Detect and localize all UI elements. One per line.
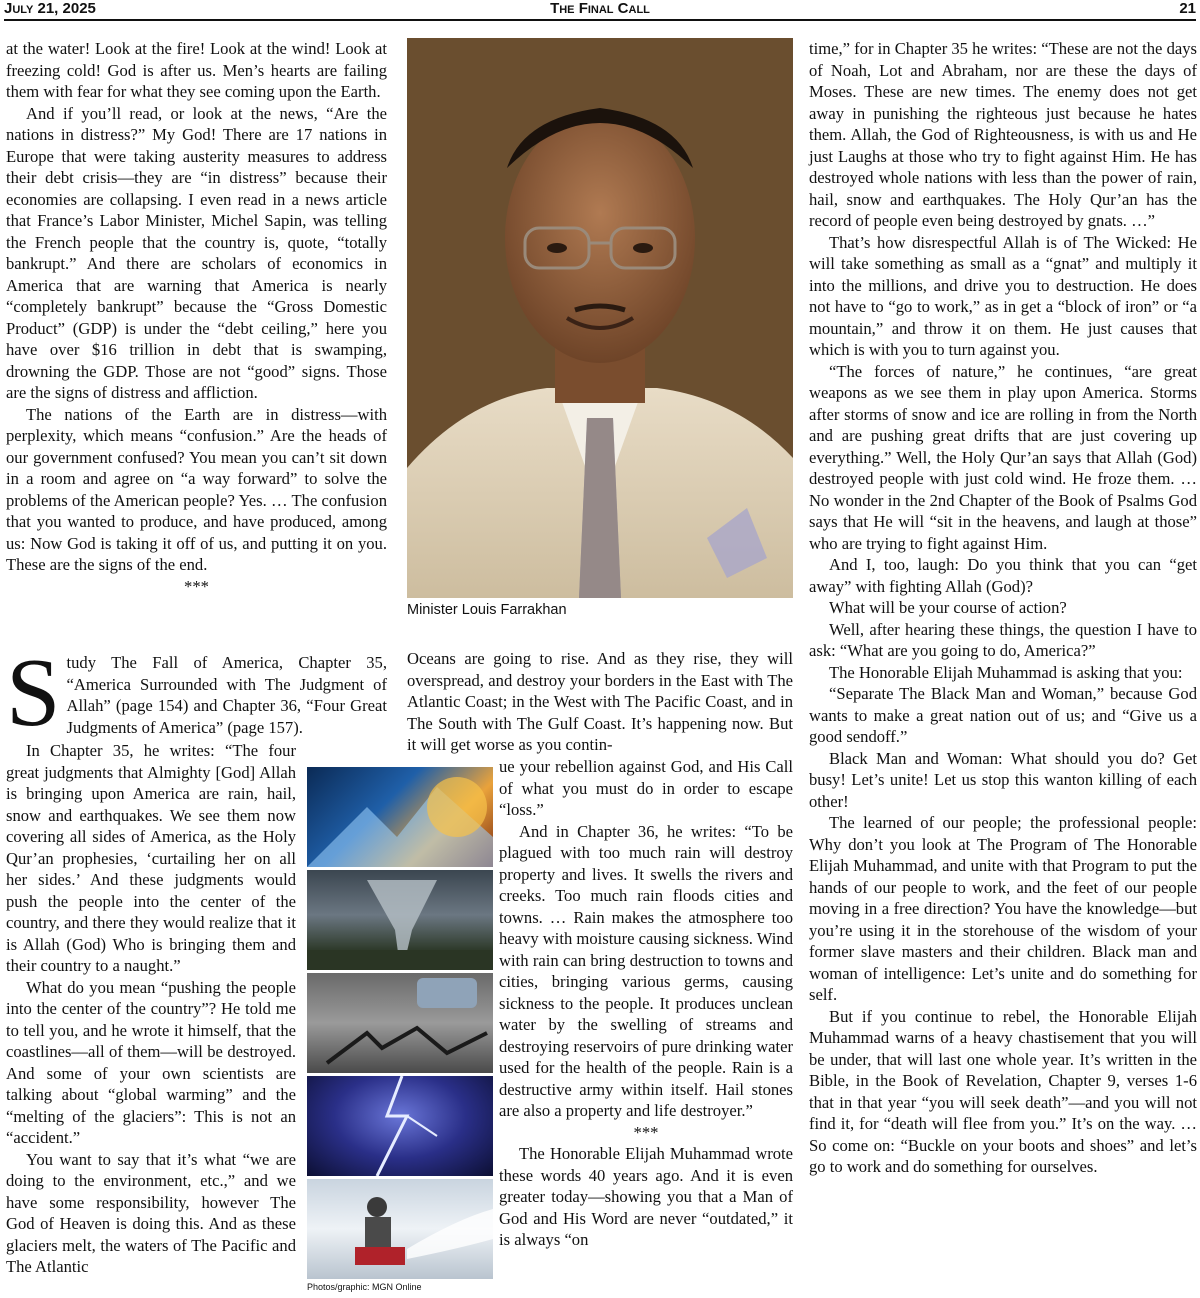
lightning-graphic [307,1076,493,1176]
paragraph: time,” for in Chapter 35 he writes: “These are not the days of Noah, Lot and Abraham, nor are these the days of Moses. These are new times. The enemy does not get away in punishing the righteous just because he hates them. Allah, the God of Righteousness, is with us and He just Laughs at those who try to fight against Him. He has destroyed whole nations with less than the power of rain, hail, snow and earthquakes. The Holy Qur’an has the record of people even being destroyed by gnats. …” [809,39,1197,230]
paragraph: Black Man and Woman: What should you do? Get busy! Let’s unite! Let us stop this wanton killing of each other! [809,748,1197,811]
portrait-photo [407,38,793,598]
snow-blower-graphic [307,1179,493,1279]
photo-caption: Minister Louis Farrakhan [407,602,567,618]
lightning-photo [307,1076,493,1176]
earthquake-crack-graphic [307,973,493,1073]
paragraph: ue your rebellion against God, and His Call of what you must do in order to escape “loss.” [499,757,793,819]
column-1-narrow [6,740,296,1278]
paragraph: But if you continue to rebel, the Honorable Elijah Muhammad warns of a heavy chastisement that you will be under, that will last one whole year. It’s written in the Bible, in the Book of Revelation, Chapter 9, verses 1-6 that in that year “you will seek death”—and you will not find it, for “death will flee from you.” It’s on the way. … So come on: “Buckle on your boots and shoes” and let’s go to work and do something for ourselves. [809,1006,1197,1176]
section-separator: *** [633,1122,659,1142]
column-1-dropcap-section [6,639,387,747]
photo-credit: Photos/graphic: MGN Online [307,1282,422,1292]
dropcap-paragraph-text: tudy The Fall of America, Chapter 35, “America Surrounded with The Judgment of Allah” (page 154) and Chapter 36, “Four Great Judgments of America” (page 157). [66,653,387,737]
paragraph: “Separate The Black Man and Woman,” because God wants to make a great nation out of us; and “Give us a good sendoff.” [809,684,1197,746]
paragraph [6,639,387,747]
paragraph: What do you mean “pushing the people into the center of the country”? He told me to tell you, and he wrote it himself, that the coastlines—all of them—will be destroyed. And some of your own scientists are talking about “global warming” and the “melting of the glaciers”: This is not an “accident.” [6,977,296,1147]
paragraph: What will be your course of action? [829,598,1067,617]
paragraph: The learned of our people; the professional people: Why don’t you look at The Program of The Honorable Elijah Muhammad, and unite with that Program to put the hands of our people to work, and the feet of our people moving in a free direction? You have the knowledge—but you’re using it in the storehouse of the wisdom of your former slave masters and their children. Black man and woman of intelligence: Let’s unite and do something for self. [809,813,1197,1004]
issue-date: July 21, 2025 [4,0,96,17]
tornado-photo [307,870,493,970]
paragraph: The Honorable Elijah Muhammad wrote these words 40 years ago. And it is even greater today—showing you that a Man of God and His Word are never “outdated,” it is always “on [499,1144,793,1249]
paragraph: And in Chapter 36, he writes: “To be plagued with too much rain will destroy property and lives. It swells the rivers and creeks. Too much rain floods cities and towns. … Rain makes the atmosphere too heavy with moisture causing sickness. Wind with rain can bring destruction to towns and cities, bringing various germs, causing sickness to the people. It produces unclean water by the swelling of streams and destroying reservoirs of pure drinking water used for the health of the people. Rain is a destructive army within itself. Hail stones are also a property and life destroyer.” [499,821,793,1120]
paragraph: That’s how disrespectful Allah is of The Wicked: He will take something as small as a “gnat” and multiply it into the millions, and drive you to destruction. He does not have to “go to work,” as in get a “block of iron” or “a mountain,” and throw it on them. He just causes that which is with you to turn against you. [809,232,1197,359]
paragraph: In Chapter 35, he writes: “The four great judgments that Almighty [God] Allah is bringing upon America are rain, hail, snow and earthquakes. We see them now covering all sides of America, as the Holy Qur’an prophesies, ‘curtailing her on all her sides.’ And these judgments would push the people into the center of the country, and there they would realize that it is Allah (God) Who is bringing them and their country to a naught.” [6,741,296,975]
masthead [4,0,1196,21]
paragraph: And I, too, laugh: Do you think that you can “get away” with fighting Allah (God)? [809,555,1197,596]
paragraph: Oceans are going to rise. And as they rise, they will overspread, and destroy your borders in the East with The Atlantic Coast; in the West with The Pacific Coast, and in The South with The Gulf Coast. It’s happening now. But it will get worse as you contin- [407,649,793,754]
column-3 [809,38,1197,1178]
portrait-illustration [407,38,793,598]
fire-ice-photo [307,767,493,867]
paragraph: at the water! Look at the fire! Look at the wind! Look at freezing cold! God is after us. Men’s hearts are failing them with fear for what they see coming upon the Earth. [6,39,387,101]
column-2 [407,648,793,756]
column-2-narrow [499,756,793,1251]
column-1 [6,38,387,597]
snow-blower-photo [307,1179,493,1279]
paragraph: You want to say that it’s what “we are doing to the environment, etc.,” and we have some responsibility, however The God of Heaven is doing this. And as these glaciers melt, the waters of The Pacific and The Atlantic [6,1149,296,1276]
drop-cap: S [6,639,61,747]
fire-ice-graphic [307,767,493,867]
tornado-graphic [307,870,493,970]
paragraph: Well, after hearing these things, the question I have to ask: “What are you going to do, America?” [809,619,1197,660]
paragraph: And if you’ll read, or look at the news, “Are the nations in distress?” My God! There are 17 nations in Europe that were taking austerity measures to address their debt crisis—they are “in distress” because their economies are collapsing. I even read in a news article that France’s Labor Minister, Michel Sapin, was telling the French people that the country is, quote, “totally bankrupt.” And there are scholars of economics in America that are warning that America is nearly “completely bankrupt” because the “Gross Domestic Product” (GDP) is under the “debt ceiling,” here you have over $16 trillion in debt that is swamping, drowning the GDP. Those are not “good” signs. Those are the signs of distress and affliction. [6,103,387,402]
photo-strip [307,767,493,1280]
paragraph: The Honorable Elijah Muhammad is asking that you: [829,662,1183,682]
publication-name: The Final Call [550,0,650,17]
page-number: 21 [1179,0,1196,17]
section-separator: *** [184,576,209,596]
paragraph: “The forces of nature,” he continues, “are great weapons as we see them in play upon America. Storms after storms of snow and ice are rolling in from the North and are pushing great drifts that are just covering up everything.” Well, the Holy Qur’an says that Allah (God) destroyed people with just cold wind. He froze them. … No wonder in the 2nd Chapter of the Book of Psalms God says that He will “sit in the heavens, and laugh at those” who are trying to fight against Him. [809,361,1197,553]
earthquake-crack-photo [307,973,493,1073]
paragraph: The nations of the Earth are in distress—with perplexity, which means “confusion.” Are the heads of our government confused? You mean you can’t sit down in a room and agree on “a way forward” to solve the problems of the American people? Yes. … The confusion that you wanted to produce, and have produced, among us: Now God is taking it off of us, and putting it on you. These are the signs of the end. [6,404,387,574]
